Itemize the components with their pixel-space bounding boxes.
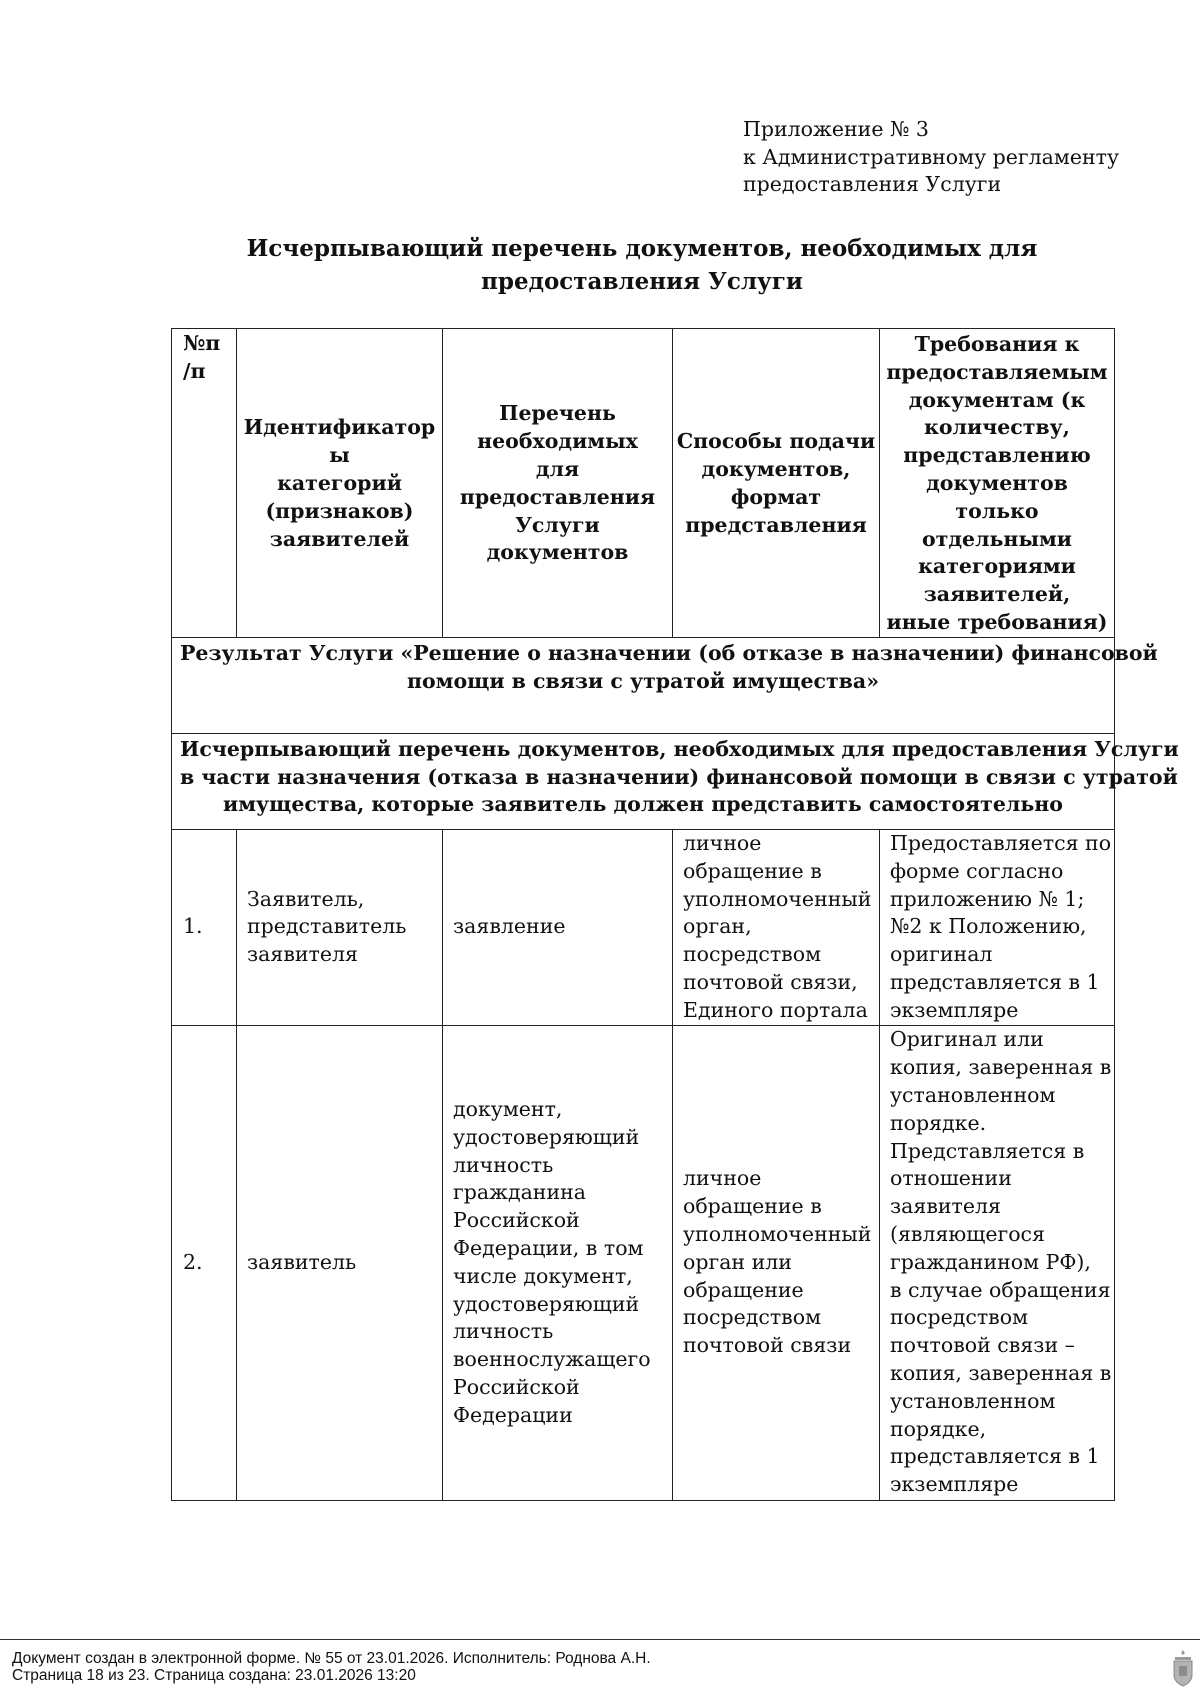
text-line: №2 к Положению, <box>890 914 1087 939</box>
text-line: удостоверяющий <box>453 1124 640 1149</box>
text-line: орган или <box>683 1249 792 1274</box>
text-line: в случае обращения <box>890 1277 1111 1302</box>
text-line: личность <box>453 1319 554 1344</box>
text-line: посредством <box>683 1305 822 1330</box>
text-line: обращение в <box>683 1194 822 1219</box>
result-section-title <box>172 637 1158 733</box>
text-line: №п <box>183 331 221 355</box>
text-line: орган, <box>683 914 752 939</box>
text-line: обращение в <box>683 858 822 883</box>
text-line: необходимых <box>477 429 638 454</box>
text-line: заявитель <box>247 1249 357 1274</box>
text-line: уполномоченный <box>683 886 872 911</box>
row-document <box>443 829 673 1025</box>
text-line: Российской <box>453 1208 580 1233</box>
text-line: Идентификатор <box>243 415 436 440</box>
text-line: категорий <box>277 470 402 495</box>
title-line: Исчерпывающий перечень документов, необходимых для <box>246 235 1038 262</box>
text-line: личное <box>683 1166 762 1191</box>
text-line: документов, <box>701 457 851 482</box>
list-section-row <box>172 733 1115 829</box>
text-line: только <box>955 498 1039 523</box>
text-line: посредством <box>683 942 822 967</box>
row-requirement <box>880 829 1115 1025</box>
text-line: экземпляре <box>890 997 1019 1022</box>
appendix-line: к Административному регламенту <box>743 144 1120 169</box>
row-requirement <box>880 1025 1115 1500</box>
row-method <box>673 829 880 1025</box>
text-line: личность <box>453 1152 554 1177</box>
text-line: копия, заверенная в <box>890 1361 1112 1386</box>
text-line: количеству, <box>924 415 1070 440</box>
text-line: посредством <box>890 1305 1029 1330</box>
documents-table <box>171 328 1179 1501</box>
text-line: ы <box>329 443 350 468</box>
text-line: установленном <box>890 1083 1056 1108</box>
text-line: почтовой связи <box>683 1333 852 1358</box>
header-documents <box>443 329 673 638</box>
text-line: гражданином РФ), <box>890 1249 1091 1274</box>
text-line: для <box>535 457 580 482</box>
text-line: Единого портала <box>683 997 868 1022</box>
text-line: приложению № 1; <box>890 886 1085 911</box>
table-row <box>172 829 1115 1025</box>
result-section-row <box>172 637 1115 733</box>
text-line: обращение <box>683 1277 804 1302</box>
text-line: Федерации, в том <box>453 1235 644 1260</box>
text-line: формат <box>730 484 822 509</box>
text-line: Услуги <box>515 512 600 537</box>
text-line: заявителей, <box>923 582 1071 607</box>
text-line: почтовой связи, <box>683 969 858 994</box>
text-line: порядке, <box>890 1416 987 1441</box>
text-line: представляется в 1 <box>890 969 1100 994</box>
text-line: Перечень <box>499 401 616 426</box>
text-line: представления <box>685 512 867 537</box>
title-line: предоставления Услуги <box>481 268 803 295</box>
text-line: Предоставляется по <box>890 830 1112 855</box>
text-line: заявителя <box>247 942 358 967</box>
text-line: (признаков) <box>265 498 414 523</box>
header-num <box>172 329 237 638</box>
header-requirements <box>880 329 1115 638</box>
table-row <box>172 1025 1115 1500</box>
text-line: копия, заверенная в <box>890 1055 1112 1080</box>
coat-of-arms-icon <box>1172 1648 1194 1688</box>
text-line: помощи в связи с утратой имущества» <box>406 668 880 693</box>
appendix-line: Приложение № 3 <box>743 117 929 141</box>
text-line: документ, <box>453 1096 563 1121</box>
text-line: имущества, которые заявитель должен представить самостоятельно <box>223 792 1063 817</box>
footer <box>0 1639 1200 1684</box>
text-line: форме согласно <box>890 858 1064 883</box>
text-line: представитель <box>247 914 407 939</box>
text-line: представляется в 1 <box>890 1444 1100 1469</box>
text-line: Российской <box>453 1374 580 1399</box>
row-applicant <box>237 829 443 1025</box>
text-line: Заявитель, <box>247 886 365 911</box>
text-line: отдельными <box>921 526 1073 551</box>
text-line: Результат Услуги «Решение о назначении (об отказе в назначении) финансовой <box>180 640 1158 665</box>
text-line: числе документ, <box>453 1263 633 1288</box>
row-number: 1. <box>172 829 237 1025</box>
text-line: Представляется в <box>890 1138 1085 1163</box>
text-line: предоставляемым <box>886 359 1108 384</box>
text-line: порядке. <box>890 1110 987 1135</box>
page-title <box>170 232 1114 298</box>
text-line: Способы подачи <box>676 429 876 454</box>
text-line: категориями <box>918 554 1076 579</box>
text-line: экземпляре <box>890 1472 1019 1497</box>
footer-line: Страница 18 из 23. Страница создана: 23.01.2026 13:20 <box>12 1667 416 1684</box>
row-applicant <box>237 1025 443 1500</box>
row-document <box>443 1025 673 1500</box>
text-line: (являющегося <box>890 1222 1045 1247</box>
row-method <box>673 1025 880 1500</box>
footer-line: Документ создан в электронной форме. № 55 от 23.01.2026. Исполнитель: Роднова А.Н. <box>12 1650 651 1667</box>
header-identifiers <box>237 329 443 638</box>
footer-text <box>12 1650 651 1684</box>
header-methods <box>673 329 880 638</box>
text-line: установленном <box>890 1388 1056 1413</box>
text-line: иные требования) <box>886 609 1108 634</box>
text-line: предоставления <box>459 484 656 509</box>
text-line: заявителя <box>890 1194 1001 1219</box>
text-line: отношении <box>890 1166 1012 1191</box>
table-header-row <box>172 329 1115 638</box>
text-line: личное <box>683 830 762 855</box>
list-section-title <box>172 733 1179 829</box>
text-line: гражданина <box>453 1180 586 1205</box>
text-line: заявителей <box>269 526 410 551</box>
row-number: 2. <box>172 1025 237 1500</box>
text-line: Оригинал или <box>890 1027 1044 1052</box>
text-line: /п <box>183 358 206 383</box>
text-line: оригинал <box>890 942 993 967</box>
text-line: документам (к <box>908 387 1086 412</box>
text-line: почтовой связи – <box>890 1333 1075 1358</box>
text-line: уполномоченный <box>683 1222 872 1247</box>
text-line: Федерации <box>453 1402 573 1427</box>
text-line: Требования к <box>914 332 1080 356</box>
appendix-line: предоставления Услуги <box>743 172 1002 196</box>
text-line: заявление <box>453 914 566 939</box>
appendix-note <box>743 116 1123 199</box>
text-line: документов <box>486 540 629 565</box>
text-line: в части назначения (отказа в назначении) финансовой помощи в связи с утратой <box>180 764 1178 789</box>
text-line: Исчерпывающий перечень документов, необходимых для предоставления Услуги <box>180 736 1179 761</box>
text-line: документов <box>926 470 1068 495</box>
text-line: удостоверяющий <box>453 1291 640 1316</box>
text-line: представлению <box>903 443 1091 468</box>
text-line: военнослужащего <box>453 1347 651 1372</box>
